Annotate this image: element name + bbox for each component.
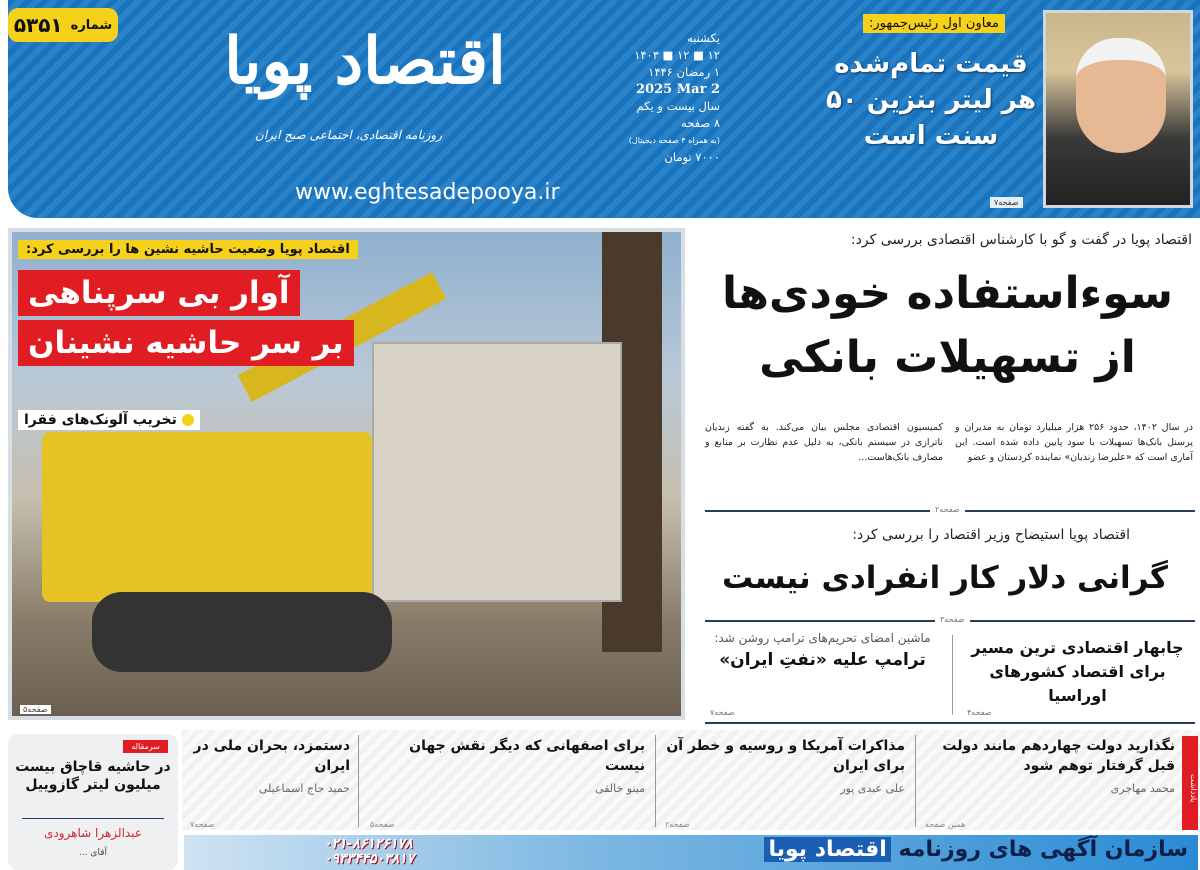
- photo-story-page: صفحه۵: [20, 705, 51, 714]
- lead-headline[interactable]: سوءاستفاده خودی‌ها از تسهیلات بانکی: [722, 268, 1173, 383]
- website-url[interactable]: www.eghtesadepooya.ir: [295, 180, 560, 205]
- top-story-page: صفحه۷: [990, 197, 1023, 208]
- article-headline: نگذارید دولت چهاردهم مانند دولت قبل گرفتار توهم شود: [942, 738, 1175, 774]
- headline-line-2: بر سر حاشیه نشینان: [18, 320, 354, 366]
- photo-story-headline[interactable]: [18, 270, 458, 370]
- photo-story-kicker: اقتصاد پویا وضعیت حاشیه نشین ها را بررسی کرد:: [18, 240, 358, 259]
- article-page: صفحه۵: [370, 820, 395, 829]
- ad-phones: [324, 837, 414, 867]
- editorial-author: عبدالزهرا شاهرودی: [44, 826, 142, 840]
- ad-phone-2: ۰۹۳۳۴۴۵۰۳۸۱۷: [324, 851, 415, 867]
- article-author: علی عبدی پور: [840, 782, 905, 795]
- chabahar-page: صفحه۴: [962, 708, 997, 717]
- chabahar-item[interactable]: [960, 636, 1195, 708]
- article-1[interactable]: [665, 736, 905, 829]
- newspaper-logo: اقتصاد پویا: [224, 24, 506, 99]
- hijri-date: ۱ رمضان ۱۴۴۶: [648, 65, 720, 79]
- editorial-tag: سرمقاله: [123, 740, 168, 753]
- item-headline: ترامپ علیه «نفتِ ایران»: [719, 650, 926, 670]
- notes-label: یادداشت: [1182, 736, 1198, 830]
- article-author: حمید حاج اسماعیلی: [258, 782, 350, 795]
- article-page: همین صفحه: [925, 820, 966, 829]
- subhead-text: تخریب آلونک‌های فقرا: [24, 412, 177, 428]
- jalali-date: ۱۲ ■ ۱۲ ■ ۱۴۰۳: [634, 48, 720, 62]
- issue-number: ۵۳۵۱: [13, 13, 63, 37]
- issue-number-badge: [8, 8, 118, 42]
- page-count: ۸ صفحه: [680, 116, 720, 130]
- second-headline[interactable]: گرانی دلار کار انفرادی نیست: [722, 560, 1168, 596]
- divider: [705, 722, 1195, 724]
- price: ۷۰۰۰ تومان: [664, 150, 720, 164]
- ad-banner[interactable]: [184, 835, 1198, 870]
- editorial-text: آقای ...: [78, 848, 108, 858]
- headline-line-1: آوار بی سرپناهی: [18, 270, 300, 316]
- divider: [655, 735, 656, 827]
- item-headline: چابهار اقتصادی ترین مسیر برای اقتصاد کشورهای اوراسیا: [971, 638, 1184, 705]
- lead-text-col-2: کمیسیون اقتصادی مجلس بیان می‌کند. به گفته زندیان ناترازی در سیستم بانکی، به دلیل عدم نظارت بر منابع و مصارف بانک‌هاست...: [705, 422, 943, 463]
- excavator: [42, 432, 372, 602]
- trump-item[interactable]: [700, 630, 945, 670]
- divider: [358, 735, 359, 827]
- article-page: صفحه۲: [665, 820, 690, 829]
- house: [372, 342, 622, 602]
- article-0[interactable]: [925, 736, 1175, 829]
- lead-page: صفحه۲: [930, 505, 965, 514]
- divider: [915, 735, 916, 827]
- second-kicker: اقتصاد پویا استیضاح وزیر اقتصاد را بررسی کرد:: [852, 527, 1130, 543]
- photo-story-subhead: [18, 410, 200, 430]
- article-headline: دستمزد، بحران ملی در ایران: [193, 738, 350, 774]
- lead-text-col-1: در سال ۱۴۰۲، حدود ۲۵۶ هزار میلیارد تومان به مدیران و پرسنل بانک‌ها تسهیلات با سود پایین داده شده است. این آماری است که «علیرضا زندیان» نماینده کردستان و عضو: [955, 422, 1193, 463]
- divider: [22, 818, 164, 819]
- article-2[interactable]: [370, 736, 645, 829]
- tagline: روزنامه اقتصادی، اجتماعی صبح ایران: [255, 128, 442, 142]
- article-headline: برای اصفهانی که دیگر نقش جهان نیست: [409, 738, 645, 774]
- gregorian-date: 2025 Mar 2: [636, 82, 720, 97]
- top-story-headline[interactable]: قیمت تمام‌شده هر لیتر بنزین ۵۰ سنت است: [826, 49, 1036, 151]
- volume-year: سال بیست و یکم: [636, 99, 720, 113]
- article-author: محمد مهاجری: [1110, 782, 1175, 795]
- article-headline: مذاکرات آمریکا و روسیه و خطر آن برای ایران: [666, 738, 905, 774]
- ad-phone-1: ۰۲۱-۸۶۱۲۶۱۷۸: [324, 836, 413, 852]
- ad-brand: اقتصاد پویا: [764, 837, 890, 862]
- ad-title: سازمان آگهی های روزنامه: [898, 837, 1188, 862]
- top-story-photo: [1043, 10, 1193, 208]
- ad-text: [764, 837, 1188, 862]
- lead-kicker: اقتصاد پویا در گفت و گو با کارشناس اقتصادی بررسی کرد:: [850, 232, 1192, 248]
- digital-pages: (به همراه ۴ صفحه دیجیتال): [628, 136, 720, 145]
- weekday: یکشنبه: [687, 31, 720, 45]
- second-page: صفحه۳: [935, 615, 970, 624]
- date-info: [610, 30, 720, 166]
- article-author: مینو خالقی: [595, 782, 645, 795]
- article-3[interactable]: [190, 736, 350, 829]
- trump-page: صفحه۷: [705, 708, 740, 717]
- excavator-track: [92, 592, 392, 672]
- divider: [952, 635, 953, 715]
- top-story-kicker: معاون اول رئیس‌جمهور:: [863, 14, 1005, 33]
- article-page: صفحه۷: [190, 820, 215, 829]
- issue-label: شماره: [70, 17, 113, 33]
- editorial-box[interactable]: [8, 734, 178, 870]
- bullet-icon: [182, 414, 194, 426]
- item-kicker: ماشین امضای تحریم‌های ترامپ روشن شد:: [714, 631, 931, 645]
- editorial-headline: در حاشیه قاچاق بیست میلیون لیتر گازوییل: [15, 759, 171, 793]
